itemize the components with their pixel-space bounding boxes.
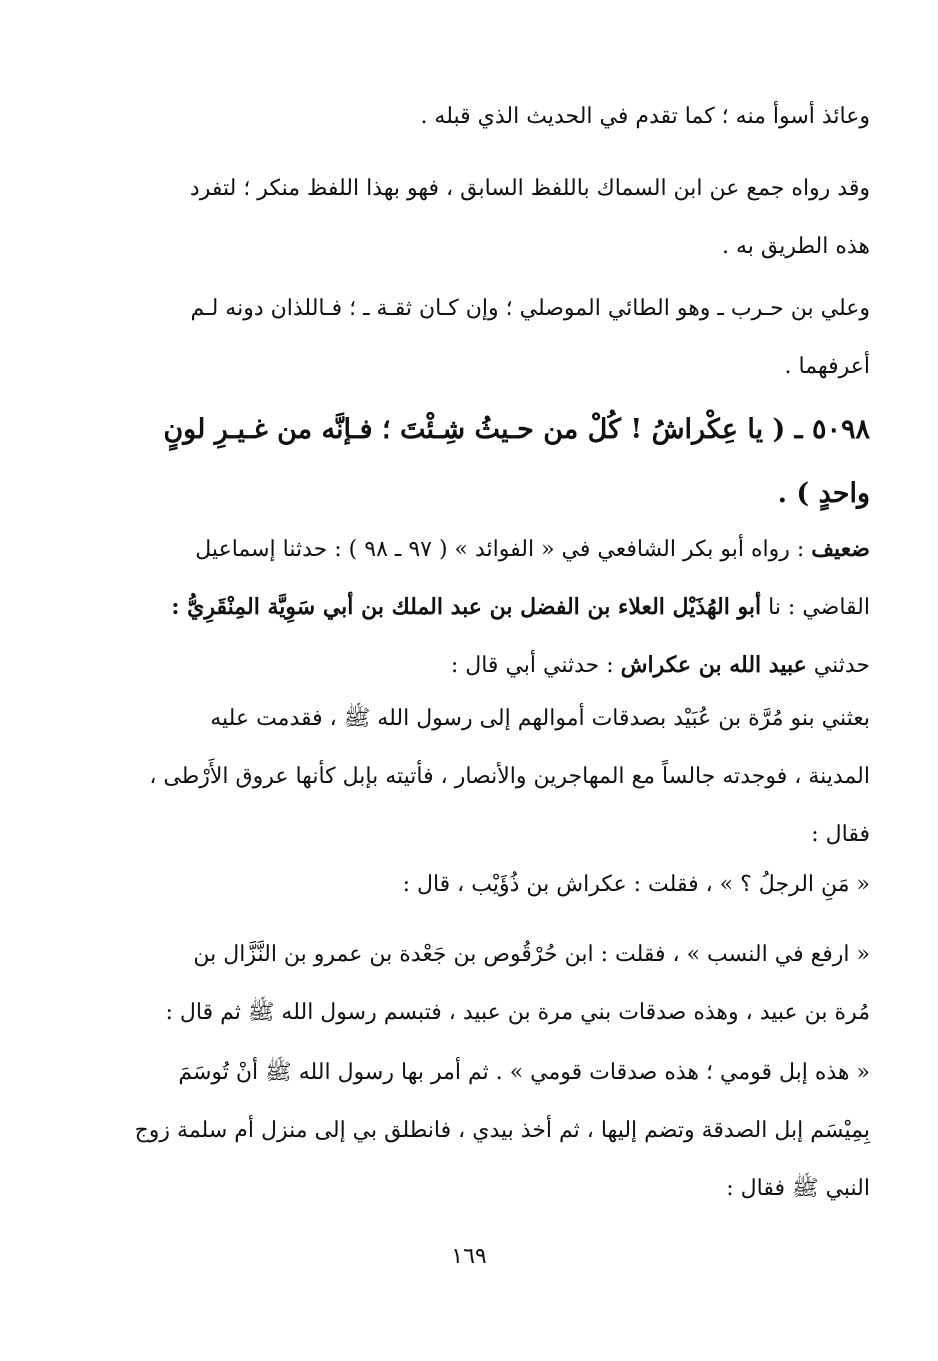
- hadith-text-line: واحدٍ ) .: [777, 478, 870, 509]
- text-line: [130, 520, 870, 578]
- text-line: هذه الطريق به .: [721, 234, 870, 259]
- paragraph-commentary-3: [130, 280, 870, 396]
- text-line: وعائذ أسوأ منه ؛ كما تقدم في الحديث الذي قبله .: [420, 104, 870, 129]
- hadith-heading: [130, 398, 870, 526]
- paragraph-commentary-2: [130, 160, 870, 276]
- text-line: فقال :: [811, 822, 870, 847]
- text-line: وقد رواه جمع عن ابن السماك باللفظ السابق ، فهو بهذا اللفظ منكر ؛ لتفرد: [189, 176, 870, 201]
- text-line: بعثني بنو مُرَّة بن عُبَيْد بصدقات أموالهم إلى رسول الله ﷺ ، فقدمت عليه: [210, 706, 870, 731]
- text-line: المدينة ، فوجدته جالساً مع المهاجرين والأنصار ، فأتيته بإبل كأنها عروق الأَرْطى ،: [149, 764, 870, 789]
- page-number: ١٦٩: [451, 1244, 487, 1269]
- text-line: النبي ﷺ فقال :: [726, 1176, 870, 1201]
- text-line: بِمِيْسَم إبل الصدقة وتضم إليها ، ثم أخذ بيدي ، فانطلق بي إلى منزل أم سلمة زوج: [134, 1118, 870, 1143]
- text-line: أعرفهما .: [784, 354, 870, 379]
- paragraph-commentary-1: [130, 88, 870, 146]
- text-span: حدثني: [813, 653, 870, 678]
- narrator-name: أبو الهُذَيْل العلاء بن الفضل بن عبد الملك بن أبي سَوِيَّة المِنْقَرِيُّ :: [171, 594, 762, 620]
- narration-paragraph-4: [130, 1044, 870, 1218]
- narration-paragraph-2: [130, 856, 870, 914]
- narration-paragraph-1: [130, 690, 870, 864]
- text-line: مُرة بن عبيد ، وهذه صدقات بني مرة بن عبيد ، فتبسم رسول الله ﷺ ثم قال :: [165, 1000, 870, 1025]
- text-line: وعلي بن حـرب ـ وهو الطائي الموصلي ؛ وإن كـان ثقـة ـ ؛ فـاللذان دونه لـم: [190, 296, 870, 321]
- text-line: « هذه إبل قومي ؛ هذه صدقات قومي » . ثم أمر بها رسول الله ﷺ أنْ تُوسَمَ: [178, 1060, 870, 1085]
- text-line: « مَنِ الرجلُ ؟ » ، فقلت : عكراش بن ذُؤَيْب ، قال :: [402, 872, 870, 897]
- text-span: : حدثني أبي قال :: [450, 653, 614, 678]
- text-span: القاضي : نا: [768, 595, 870, 620]
- text-line: [130, 578, 870, 636]
- hadith-text-line: ٥٠٩٨ ـ ( يا عِكْراشُ ! كُلْ من حـيثُ شِـئْتَ ؛ فـإنَّه من غـيـرِ لونٍ: [163, 414, 870, 445]
- grading-label: ضعيف: [811, 536, 870, 562]
- narration-paragraph-3: [130, 926, 870, 1042]
- text-line: « ارفع في النسب » ، فقلت : ابن حُرْقُوص بن جَعْدة بن عمرو بن النَّزَّال بن: [193, 942, 870, 967]
- text-line: [130, 636, 870, 694]
- grading-paragraph: [130, 520, 870, 694]
- narrator-name: عبيد الله بن عكراش: [620, 652, 807, 678]
- text-span: : رواه أبو بكر الشافعي في « الفوائد » ( ٩٧ ـ ٩٨ ) : حدثنا إسماعيل: [195, 537, 805, 562]
